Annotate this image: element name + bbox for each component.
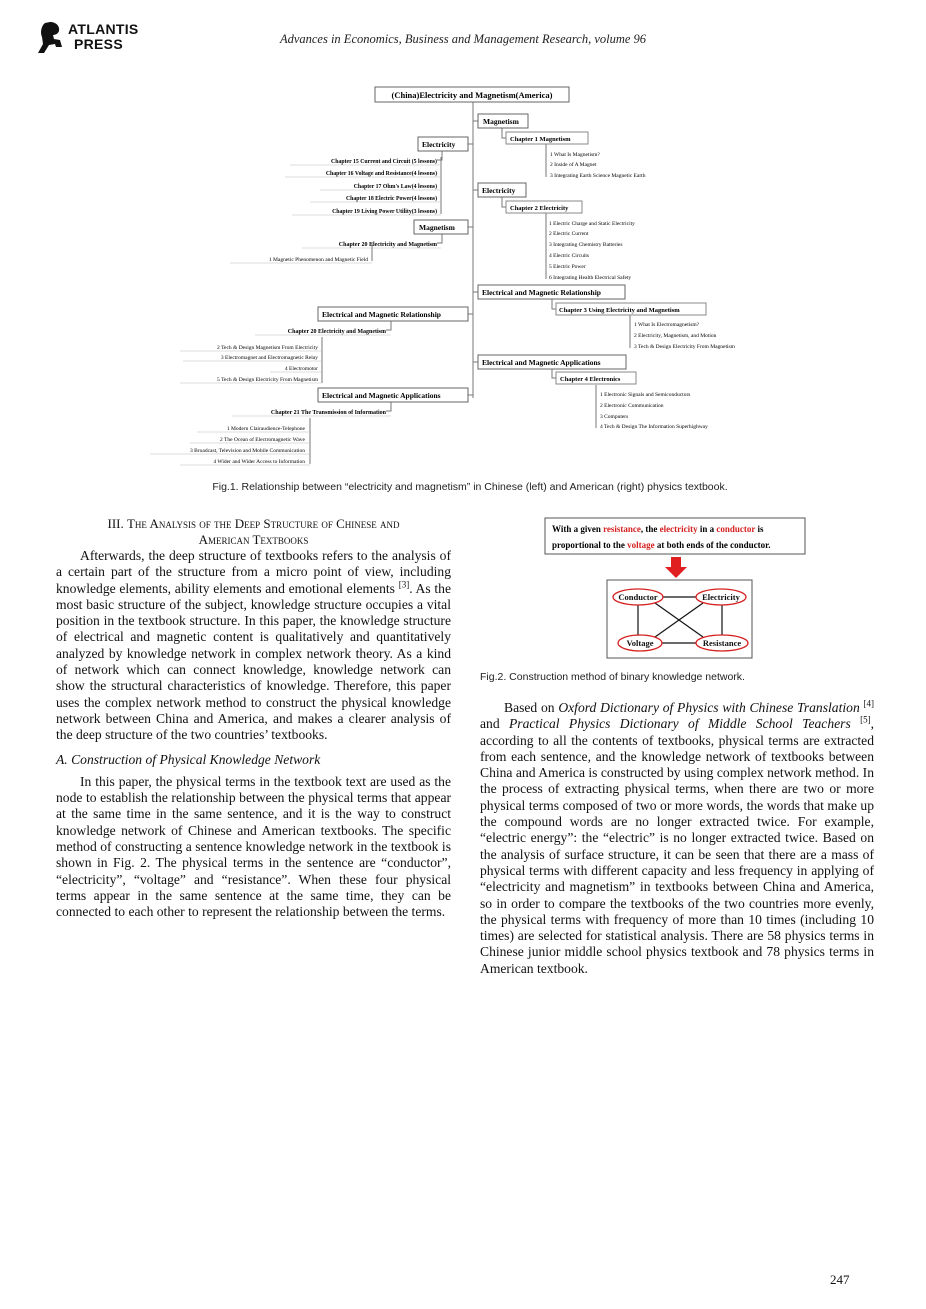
fig2-sentence-line2 [552, 540, 771, 550]
fig1-item: 6 Integrating Health Electrical Safety [549, 275, 632, 281]
fig1-item: 1 Modern Clairaudience-Telephone [226, 426, 305, 432]
fig2-term-electricity: electricity [659, 524, 698, 534]
citation-3: [3] [398, 579, 410, 590]
fig1-item: Chapter 16 Voltage and Resistance(4 lessons) [325, 171, 437, 177]
figure-2-network [544, 516, 812, 662]
fig1-item: 3 Integrating Earth Science Magnetic Earth [550, 173, 646, 179]
fig2-term-resistance: resistance [603, 524, 641, 534]
fig2-sentence-part: in a [697, 524, 717, 534]
fig1-item: 1 Electronic Signals and Semiconductors [600, 392, 691, 398]
paragraph-2: In this paper, the physical terms in the textbook text are used as the node to establish the relationship between the physical terms that appear at the same time in the same sentence, and it is the way to construct knowledge network of Chinese and American textbooks. The specific method of constructing a sentence knowledge network in the textbook is shown in Fig. 2. The physical terms in the sentence are “conductor”, “electricity”, “voltage” and “resistance”. When these four physical terms appear in the same sentence at the same time, they can be connected to each other to represent the relationship between the terms. [56, 773, 451, 920]
paragraph-text: , according to all the contents of textbooks, physical terms are extracted from each sentence, and the knowledge network of textbooks between China and America is constructed by using complex network method. In the process of extracting physical terms, when there are two or more physical terms composed of two or more words, the words that make up the compound words are no longer extracted twice. For example, “electric energy”: the “electric” is no longer extracted twice. Based on the analysis of surface structure, it can be seen that there are a mass of physical terms with different capacity and less frequency in applying of “electricity and magnetism” in textbooks between China and America, so in order to compare the textbooks of the two countries more evenly, the physical terms with frequency of more than 10 times (including 10 times) are selected for statistical analysis. There are 58 physics terms in Chinese junior middle school physics textbook and 78 physics terms in American textbook. [480, 716, 875, 976]
figure-2-caption: Fig.2. Construction method of binary knowledge network. [480, 671, 745, 683]
fig1-left-magnetism-chapter: Chapter 20 Electricity and Magnetism [338, 242, 437, 248]
fig1-left-magnetism: Magnetism [419, 223, 455, 232]
fig1-right-applications-chapter: Chapter 4 Electronics [560, 376, 621, 383]
fig2-sentence-part: With a given [552, 524, 604, 534]
fig1-item: 4 Electric Circuits [549, 253, 590, 259]
fig1-left-electricity: Electricity [422, 140, 456, 149]
citation-4: [4] [863, 698, 874, 709]
paragraph-text: Based on [504, 700, 559, 715]
paragraph-1 [56, 548, 451, 744]
fig2-node-resistance: Resistance [702, 638, 742, 648]
right-column [480, 700, 874, 977]
fig1-item: 1 Electric Charge and Static Electricity [549, 221, 635, 227]
fig1-item: 4 Electromotor [284, 366, 318, 372]
fig2-sentence-line1 [552, 524, 764, 534]
fig1-left-applications: Electrical and Magnetic Applications [322, 391, 441, 400]
fig1-right-magnetism: Magnetism [483, 117, 519, 126]
fig1-item: 3 Broadcast, Television and Mobile Communication [190, 448, 305, 454]
paragraph-3 [480, 700, 874, 977]
fig1-item: 1 What Is Electromagnetism? [634, 322, 700, 328]
section-title-line2: American Textbooks [198, 532, 309, 547]
fig1-item: 4 Tech & Design The Information Superhighway [600, 424, 708, 430]
fig1-item: 2 The Ocean of Electromagnetic Wave [219, 437, 305, 443]
fig1-left-magnetism-item: 1 Magnetic Phenomenon and Magnetic Field [268, 257, 368, 263]
fig1-item: 2 Tech & Design Magnetism From Electricity [217, 345, 318, 351]
fig1-right-magnetism-chapter: Chapter 1 Magnetism [510, 136, 571, 143]
fig1-root: (China)Electricity and Magnetism(America) [391, 90, 553, 100]
fig1-right-relationship: Electrical and Magnetic Relationship [482, 288, 601, 297]
fig1-item: Chapter 17 Ohm's Law(4 lessons) [353, 184, 437, 190]
fig1-item: 2 Electricity, Magnetism, and Motion [634, 333, 717, 339]
figure-1-caption: Fig.1. Relationship between “electricity and magnetism” in Chinese (left) and American (right) physics textbook. [212, 481, 728, 493]
section-title-line1: The Analysis of the Deep Structure of Chinese and [126, 516, 400, 531]
logo-line-1: ATLANTIS [68, 21, 139, 37]
fig2-sentence-part: at both ends of the conductor. [654, 540, 771, 550]
logo-line-2: PRESS [74, 36, 123, 52]
book-title-oxford: Oxford Dictionary of Physics with Chinese Translation [558, 700, 860, 715]
fig1-item: 2 Inside of A Magnet [550, 162, 597, 168]
paragraph-text: and [480, 716, 509, 732]
fig1-right-electricity: Electricity [482, 186, 516, 195]
fig1-item: Chapter 19 Living Power Utility(3 lessons) [332, 209, 437, 215]
paragraph-text: Afterwards, the deep structure of textbooks refers to the analysis of a certain part of the structure from a micro point of view, including knowledge elements, ability elements and emotional elements [56, 548, 451, 596]
fig2-down-arrow-icon [665, 557, 687, 578]
fig1-right-relationship-chapter: Chapter 3 Using Electricity and Magnetism [559, 307, 680, 314]
fig1-item: 3 Electromagnet and Electromagnetic Relay [220, 355, 318, 361]
fig2-node-electricity: Electricity [702, 592, 740, 602]
fig1-right-magnetism-items [550, 152, 646, 179]
left-column [56, 516, 451, 921]
subsection-a-heading: A. Construction of Physical Knowledge Network [56, 751, 321, 767]
fig1-item: 5 Tech & Design Electricity From Magnetism [217, 377, 318, 383]
fig1-item: 4 Wider and Wider Access to Information [213, 459, 305, 465]
fig1-item: 2 Electric Current [549, 231, 589, 237]
fig2-node-voltage: Voltage [626, 638, 654, 648]
fig1-left-relationship-chapter: Chapter 20 Electricity and Magnetism [287, 329, 386, 335]
fig1-item: 2 Electronic Communication [600, 403, 664, 409]
fig2-sentence-part: is [755, 524, 764, 534]
figure-1-mindmap [150, 84, 780, 468]
fig1-item: Chapter 15 Current and Circuit (5 lessons) [331, 159, 437, 165]
fig1-left-applications-chapter: Chapter 21 The Transmission of Information [270, 410, 386, 416]
fig1-right-electricity-chapter: Chapter 2 Electricity [510, 205, 569, 212]
fig1-item: 3 Tech & Design Electricity From Magnetism [634, 344, 735, 350]
fig2-sentence-part: proportional to the [552, 540, 628, 550]
fig1-item: 5 Electric Power [549, 264, 586, 270]
fig1-item: 1 What Is Magnetism? [550, 152, 600, 158]
paragraph-text: . As the most basic structure of the subject, knowledge structure occupies a vital position in the textbook structure. In this paper, the knowledge structure of electrical and magnetic content is qualitatively and quantitatively analyzed by knowledge network in complex network theory. As a kind of network which can connect knowledge, knowledge network can show the structural characteristics of knowledge. Therefore, this paper uses the complex network method to construct the physical knowledge network between China and America, and makes a clearer analysis of the deep structure of the two countries’ textbooks. [56, 580, 451, 743]
fig1-item: 3 Integrating Chemistry Batteries [549, 242, 623, 248]
fig1-item: 3 Computers [600, 414, 629, 420]
fig1-right-applications: Electrical and Magnetic Applications [482, 358, 601, 367]
fig2-node-conductor: Conductor [618, 592, 658, 602]
running-title: Advances in Economics, Business and Management Research, volume 96 [279, 32, 647, 46]
fig2-term-conductor: conductor [716, 524, 756, 534]
book-title-practical: Practical Physics Dictionary of Middle School Teachers [508, 716, 851, 732]
section-number: III. [107, 516, 124, 531]
page-number: 247 [830, 1272, 850, 1287]
section-3-heading [56, 516, 451, 548]
fig2-sentence-part: , the [640, 524, 660, 534]
fig1-left-relationship: Electrical and Magnetic Relationship [322, 310, 441, 319]
fig1-item: Chapter 18 Electric Power(4 lessons) [345, 196, 437, 202]
fig2-term-voltage: voltage [627, 540, 655, 550]
citation-5: [5] [860, 714, 871, 725]
